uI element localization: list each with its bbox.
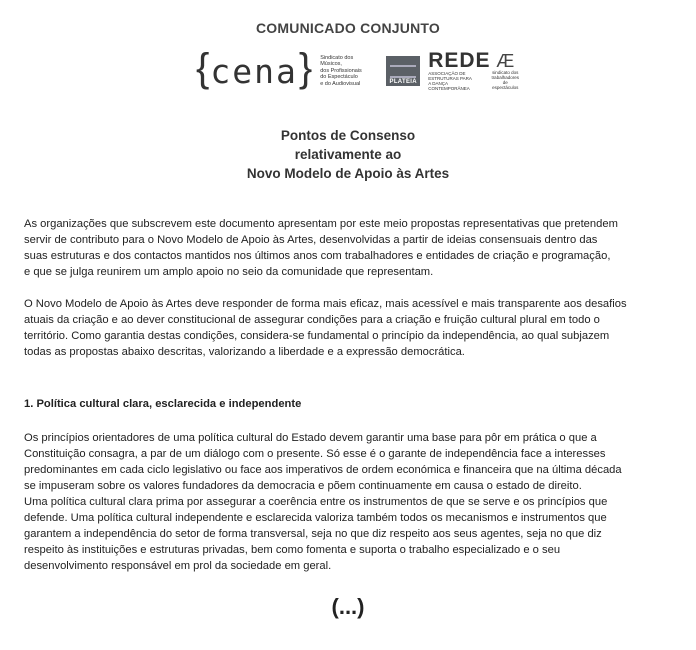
title-line-2: relativamente ao [294,147,402,162]
close-brace-glyph: } [298,46,313,90]
section-1-paragraph-1: Os princípios orientadores de uma política cultural do Estado devem garantir uma base para pôr em prática o que a Constituição consagra, a par de um diálogo com o presente. Só esse é o garante de independência face a interesses predominantes em cada ciclo legislativo ou face aos imperativos de ordem económica e financeira que na última década se impuseram sobre os valores fundadores da democracia e põem continuamente em causa o estado de direito. [24,432,622,492]
partner-logos [196,46,520,92]
rede-logo-subtitle: ASSOCIAÇÃO DE ESTRUTURAS PARA A DANÇA CONTEMPORÂNEA [428,71,472,91]
rede-logo [428,49,491,91]
rede-logo-word: REDE [428,49,491,72]
section-1-heading: 1. Política cultural clara, esclarecida e independente [24,398,302,410]
cena-logo [196,46,372,91]
stt-logo-subtitle: sindicato dos trabalhadores de espectáculos [491,70,519,90]
plateia-logo-label: PLATEIA [389,79,417,85]
title-line-1: Pontos de Consenso [280,128,416,143]
continuation-ellipsis: (...) [331,594,365,619]
document-title [0,126,696,183]
stt-logo [490,52,520,90]
section-1-paragraph-2: Uma política cultural clara prima por assegurar a coerência entre os instrumentos de que se serve e os princípios que defende. Uma política cultural independente e esclarecida valoriza também todos os mecanismos e instrumentos que garantem a independência do setor de forma transversal, seja no que diz respeito aos seus agentes, seja no que diz respeito às instituições e estruturas privadas, bem como fomenta e suporta o trabalho especializado e o seu desenvolvimento responsável em prol da sociedade em geral. [24,496,608,572]
title-line-3: Novo Modelo de Apoio às Artes [246,166,450,181]
second-paragraph: O Novo Modelo de Apoio às Artes deve responder de forma mais eficaz, mais acessível e mais transparente aos desafios atuais da criação e ao dever constitucional de assegurar condições para a criação e fruição cultural plural em todo o território. Como garantia destas condições, considera-se fundamental o princípio da independência, ao qual subjazem todas as propostas abaixo descritas, valorizando a liberdade e a expressão democrática. [24,298,627,358]
cena-logo-subtitle: Sindicato dos Músicos, dos Profissionais do Espectáculo e do Audiovisual [320,54,362,87]
intro-paragraph: As organizações que subscrevem este documento apresentam por este meio propostas representativas que pretendem servir de contributo para o Novo Modelo de Apoio às Artes, desenvolvidas a partir de ideias consensuais dentro das suas estruturas e dos contactos mantidos nos últimos anos com trabalhadores e entidades de criação e programação, e que se julga reunirem um amplo apoio no seio da comunidade que representam. [24,218,618,278]
stt-logo-mark: Æ [496,51,515,71]
plateia-logo [386,56,420,86]
cena-logo-word: cena [210,51,298,91]
document-header-title: COMUNICADO CONJUNTO [256,20,440,36]
open-brace-glyph: { [196,46,210,90]
plateia-logo-mark [390,65,416,78]
